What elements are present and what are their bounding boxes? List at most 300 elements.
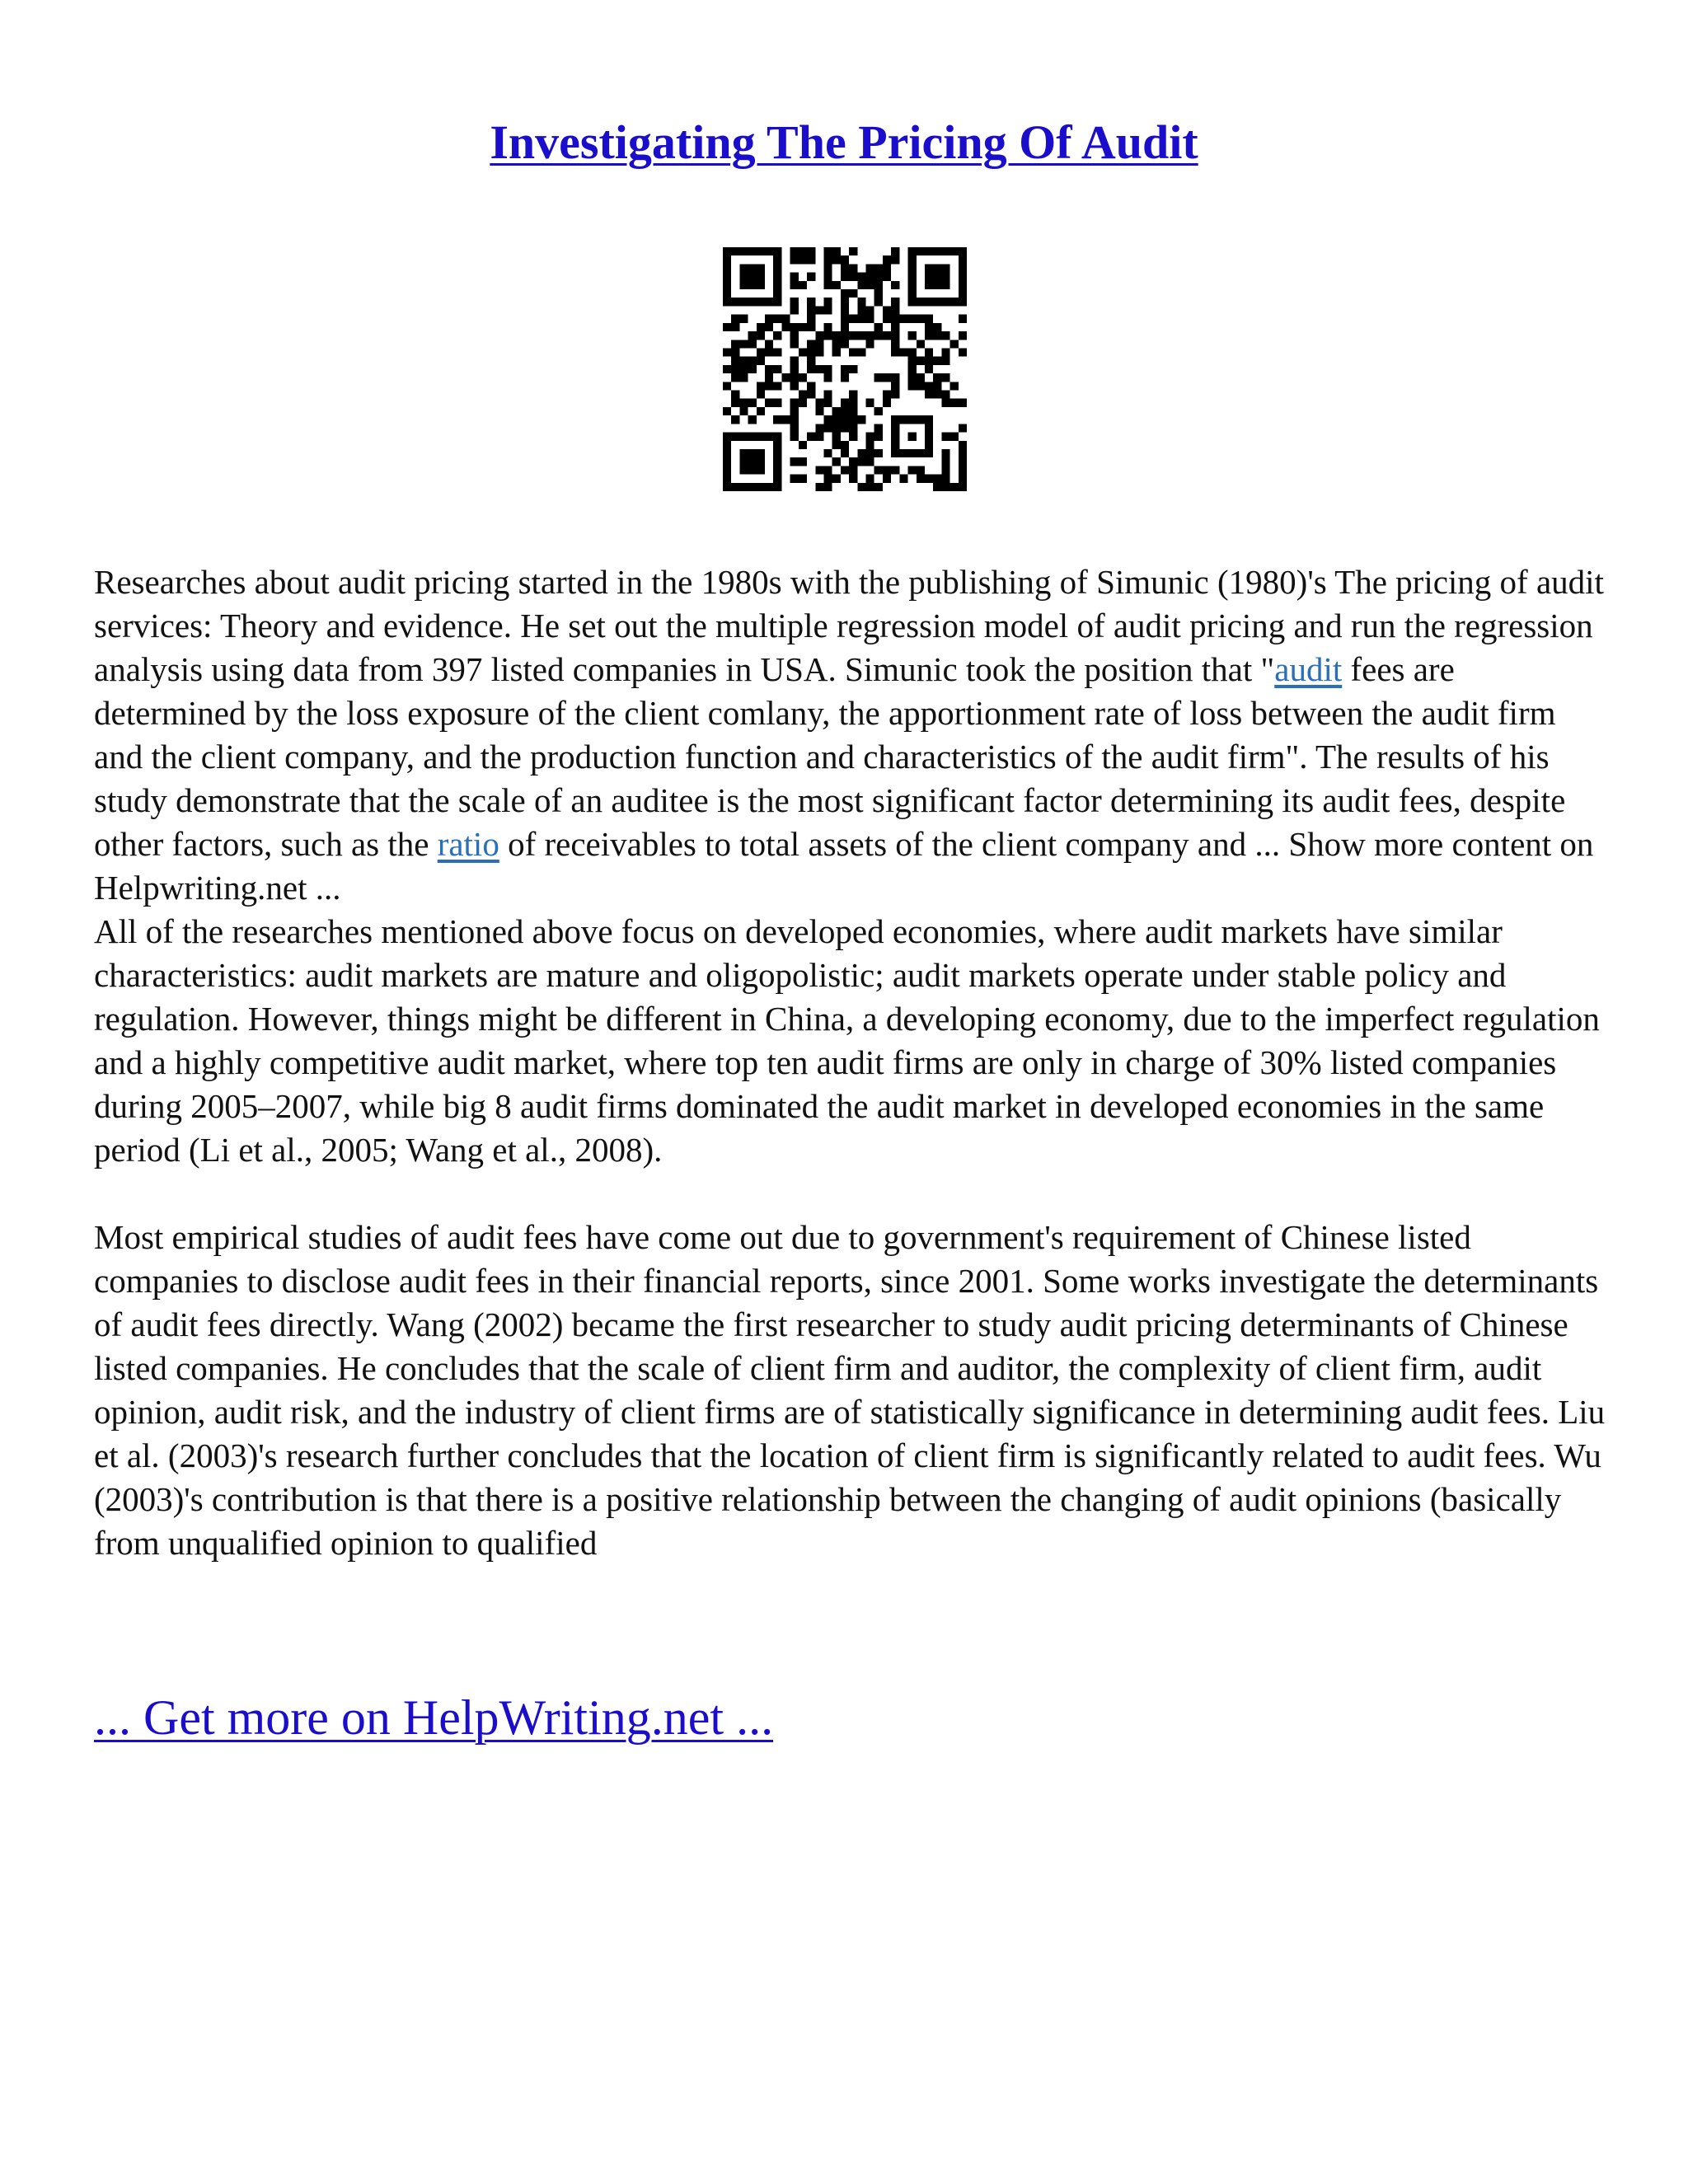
qr-module bbox=[807, 306, 815, 314]
qr-module bbox=[891, 255, 899, 264]
qr-module bbox=[823, 449, 832, 457]
qr-module bbox=[799, 441, 807, 449]
qr-module bbox=[757, 391, 765, 399]
qr-module bbox=[849, 315, 857, 323]
qr-module bbox=[883, 306, 891, 314]
qr-finder-bottom-left bbox=[723, 433, 781, 441]
qr-module bbox=[815, 340, 823, 348]
qr-module bbox=[823, 264, 832, 272]
qr-module bbox=[874, 449, 883, 457]
qr-module bbox=[790, 475, 799, 483]
qr-module bbox=[866, 331, 874, 340]
paragraph-1-text-a: Researches about audit pricing started in the 1980s with the publishing of Simunic (1980)'s The pricing of audit services: Theory and evidence. He set out the multiple regression model of audit pricing and run the regression analysis using data from 397 listed companies in USA. Simunic took the position that " bbox=[94, 563, 1604, 688]
qr-module bbox=[941, 391, 950, 399]
qr-module bbox=[883, 391, 891, 399]
qr-module bbox=[883, 273, 891, 281]
qr-module bbox=[739, 407, 748, 415]
qr-module bbox=[765, 373, 773, 382]
qr-module bbox=[823, 281, 832, 289]
qr-module bbox=[959, 331, 967, 340]
get-more-link[interactable]: ... Get more on HelpWriting.net ... bbox=[94, 1690, 774, 1745]
qr-module bbox=[723, 382, 731, 390]
qr-finder-top-left bbox=[739, 264, 765, 289]
qr-finder-bottom-left bbox=[723, 433, 731, 491]
qr-module bbox=[815, 306, 823, 314]
qr-module bbox=[841, 407, 849, 415]
qr-module bbox=[891, 331, 899, 340]
qr-module bbox=[823, 415, 832, 424]
qr-module bbox=[823, 323, 832, 331]
qr-module bbox=[790, 424, 799, 432]
qr-module bbox=[731, 415, 739, 424]
qr-module bbox=[959, 475, 967, 483]
qr-module bbox=[849, 466, 857, 474]
qr-module bbox=[757, 348, 765, 356]
get-more-link-container bbox=[94, 1688, 773, 1747]
qr-module bbox=[757, 407, 765, 415]
qr-module bbox=[739, 357, 748, 365]
qr-module bbox=[883, 373, 891, 382]
qr-module bbox=[849, 391, 857, 399]
qr-finder-top-left bbox=[723, 247, 781, 255]
qr-module bbox=[899, 315, 907, 323]
qr-module bbox=[807, 273, 815, 281]
qr-module bbox=[866, 433, 874, 441]
qr-module bbox=[731, 365, 739, 373]
qr-module bbox=[883, 315, 891, 323]
qr-module bbox=[866, 340, 874, 348]
qr-module bbox=[941, 483, 950, 491]
qr-module bbox=[748, 331, 757, 340]
qr-module bbox=[723, 407, 731, 415]
qr-module bbox=[883, 331, 891, 340]
qr-module bbox=[874, 373, 883, 382]
qr-module bbox=[790, 340, 799, 348]
qr-module bbox=[933, 475, 941, 483]
qr-module bbox=[748, 357, 757, 365]
qr-module bbox=[849, 424, 857, 432]
qr-module bbox=[933, 391, 941, 399]
qr-module bbox=[950, 483, 959, 491]
qr-module bbox=[823, 273, 832, 281]
qr-module bbox=[832, 424, 841, 432]
qr-module bbox=[765, 340, 773, 348]
qr-module bbox=[790, 457, 799, 466]
qr-module bbox=[790, 399, 799, 407]
qr-module bbox=[874, 466, 883, 474]
qr-module bbox=[908, 365, 917, 373]
qr-finder-top-left bbox=[723, 298, 781, 306]
qr-module bbox=[781, 373, 790, 382]
qr-module bbox=[841, 315, 849, 323]
qr-module bbox=[790, 373, 799, 382]
qr-module bbox=[908, 331, 917, 340]
qr-module bbox=[832, 457, 841, 466]
qr-module bbox=[823, 399, 832, 407]
qr-module bbox=[765, 315, 773, 323]
qr-module bbox=[765, 399, 773, 407]
qr-module bbox=[841, 306, 849, 314]
qr-module bbox=[917, 373, 925, 382]
qr-module bbox=[731, 323, 739, 331]
qr-module bbox=[815, 483, 823, 491]
qr-module bbox=[866, 281, 874, 289]
qr-module bbox=[891, 281, 899, 289]
qr-module bbox=[815, 424, 823, 432]
qr-module bbox=[748, 415, 757, 424]
qr-module bbox=[799, 247, 807, 255]
qr-module bbox=[815, 466, 823, 474]
qr-module bbox=[799, 323, 807, 331]
qr-module bbox=[823, 365, 832, 373]
qr-module bbox=[941, 373, 950, 382]
qr-module bbox=[959, 449, 967, 457]
qr-module bbox=[866, 483, 874, 491]
qr-module bbox=[883, 466, 891, 474]
qr-module bbox=[849, 399, 857, 407]
qr-module bbox=[933, 331, 941, 340]
qr-module bbox=[765, 382, 773, 390]
qr-module bbox=[874, 433, 883, 441]
qr-module bbox=[815, 331, 823, 340]
qr-module bbox=[799, 373, 807, 382]
qr-module bbox=[807, 340, 815, 348]
qr-module bbox=[941, 449, 950, 457]
qr-module bbox=[917, 475, 925, 483]
qr-module bbox=[799, 348, 807, 356]
qr-module bbox=[849, 433, 857, 441]
qr-module bbox=[841, 340, 849, 348]
qr-module bbox=[723, 365, 731, 373]
qr-finder-bottom-left bbox=[723, 483, 781, 491]
qr-module bbox=[841, 399, 849, 407]
qr-module bbox=[874, 323, 883, 331]
qr-module bbox=[933, 357, 941, 365]
qr-module bbox=[883, 475, 891, 483]
qr-module bbox=[891, 373, 899, 382]
paragraph-1 bbox=[94, 560, 1611, 910]
ratio-link[interactable]: ratio bbox=[437, 825, 499, 863]
qr-module bbox=[933, 382, 941, 390]
qr-module bbox=[917, 357, 925, 365]
qr-module bbox=[891, 247, 899, 255]
qr-module bbox=[866, 273, 874, 281]
qr-module bbox=[908, 315, 917, 323]
qr-module bbox=[941, 457, 950, 466]
qr-module bbox=[883, 255, 891, 264]
qr-module bbox=[790, 331, 799, 340]
qr-finder-top-left bbox=[773, 247, 781, 306]
qr-module bbox=[925, 348, 933, 356]
qr-module bbox=[891, 391, 899, 399]
qr-module bbox=[891, 315, 899, 323]
qr-module bbox=[917, 315, 925, 323]
qr-module bbox=[849, 365, 857, 373]
qr-module bbox=[815, 399, 823, 407]
qr-module bbox=[832, 415, 841, 424]
qr-module bbox=[823, 255, 832, 264]
qr-module bbox=[866, 306, 874, 314]
qr-module bbox=[807, 247, 815, 255]
qr-module bbox=[823, 424, 832, 432]
qr-module bbox=[841, 255, 849, 264]
qr-module bbox=[807, 357, 815, 365]
qr-module bbox=[807, 348, 815, 356]
qr-module bbox=[765, 365, 773, 373]
qr-module bbox=[933, 373, 941, 382]
page-title bbox=[0, 114, 1688, 171]
paragraph-1-text-b: fees are determined by the loss exposure of the client comlany, the apportionment rate of loss between the audit firm and the client company, and the production function and characteristics of the audit firm". The results of his study demonstrate that the scale of an auditee is the most significant factor determining its audit fees, despite other factors, such as the bbox=[94, 650, 1566, 863]
qr-module bbox=[832, 441, 841, 449]
qr-module bbox=[908, 373, 917, 382]
qr-module bbox=[807, 382, 815, 390]
qr-module bbox=[832, 281, 841, 289]
qr-module bbox=[790, 365, 799, 373]
qr-module bbox=[959, 441, 967, 449]
qr-module bbox=[874, 281, 883, 289]
qr-finder-top-left bbox=[723, 247, 731, 306]
qr-module bbox=[807, 323, 815, 331]
qr-module bbox=[866, 264, 874, 272]
qr-finder-bottom-left bbox=[739, 449, 765, 475]
qr-module bbox=[823, 306, 832, 314]
qr-module bbox=[849, 348, 857, 356]
qr-module bbox=[807, 255, 815, 264]
qr-module bbox=[941, 399, 950, 407]
qr-module bbox=[857, 315, 865, 323]
qr-module bbox=[807, 391, 815, 399]
qr-module bbox=[815, 365, 823, 373]
qr-module bbox=[799, 457, 807, 466]
qr-module bbox=[832, 247, 841, 255]
qr-finder-top-right bbox=[908, 247, 967, 255]
qr-module bbox=[823, 466, 832, 474]
qr-module bbox=[891, 348, 899, 356]
qr-module bbox=[841, 264, 849, 272]
qr-module bbox=[799, 281, 807, 289]
qr-module bbox=[908, 357, 917, 365]
qr-module bbox=[799, 399, 807, 407]
qr-module bbox=[857, 457, 865, 466]
paragraph-1-text-c: of receivables to total assets of the client company and ... Show more content on Helpwriting.net ... bbox=[94, 825, 1594, 907]
qr-module bbox=[790, 433, 799, 441]
qr-module bbox=[874, 407, 883, 415]
qr-module bbox=[723, 348, 731, 356]
qr-module bbox=[925, 365, 933, 373]
qr-module bbox=[841, 466, 849, 474]
qr-module bbox=[739, 365, 748, 373]
qr-module bbox=[748, 340, 757, 348]
qr-module bbox=[757, 331, 765, 340]
qr-module bbox=[823, 391, 832, 399]
qr-module bbox=[823, 483, 832, 491]
qr-module bbox=[899, 348, 907, 356]
qr-module bbox=[925, 391, 933, 399]
qr-module bbox=[765, 323, 773, 331]
qr-module bbox=[841, 331, 849, 340]
qr-module bbox=[815, 433, 823, 441]
qr-module bbox=[866, 457, 874, 466]
qr-module bbox=[950, 340, 959, 348]
qr-module bbox=[959, 315, 967, 323]
qr-module bbox=[723, 323, 731, 331]
qr-module bbox=[849, 475, 857, 483]
qr-module bbox=[739, 373, 748, 382]
qr-finder-top-right bbox=[908, 298, 967, 306]
qr-module bbox=[866, 441, 874, 449]
audit-link[interactable]: audit bbox=[1274, 650, 1343, 688]
qr-module bbox=[857, 331, 865, 340]
qr-module bbox=[857, 348, 865, 356]
qr-module bbox=[899, 475, 907, 483]
qr-module bbox=[891, 466, 899, 474]
qr-module bbox=[731, 340, 739, 348]
qr-module bbox=[950, 382, 959, 390]
qr-module bbox=[841, 289, 849, 298]
qr-module bbox=[841, 365, 849, 373]
qr-module bbox=[841, 373, 849, 382]
qr-module bbox=[883, 399, 891, 407]
qr-module bbox=[781, 415, 790, 424]
qr-module bbox=[925, 331, 933, 340]
qr-module bbox=[841, 449, 849, 457]
qr-module bbox=[849, 289, 857, 298]
qr-module bbox=[790, 382, 799, 390]
qr-module bbox=[841, 424, 849, 432]
qr-module bbox=[849, 331, 857, 340]
qr-module bbox=[925, 357, 933, 365]
qr-module bbox=[757, 357, 765, 365]
qr-module bbox=[941, 348, 950, 356]
qr-module bbox=[883, 264, 891, 272]
paragraph-2: All of the researches mentioned above focus on developed economies, where audit markets have similar characteristics: audit markets are mature and oligopolistic; audit markets operate under stable policy and regulation. However, things might be different in China, a developing economy, due to the imperfect regulation and a highly competitive audit market, where top ten audit firms are only in charge of 30% listed companies during 2005–2007, while big 8 audit firms dominated the audit market in developed economies in the same period (Li et al., 2005; Wang et al., 2008). bbox=[94, 912, 1600, 1169]
qr-module bbox=[891, 323, 899, 331]
qr-module bbox=[731, 315, 739, 323]
qr-code-icon bbox=[723, 247, 967, 491]
title-link[interactable]: Investigating The Pricing Of Audit bbox=[490, 115, 1198, 169]
qr-module bbox=[731, 348, 739, 356]
qr-module bbox=[731, 399, 739, 407]
qr-module bbox=[790, 306, 799, 314]
qr-module bbox=[731, 373, 739, 382]
qr-module bbox=[908, 382, 917, 390]
qr-module bbox=[799, 475, 807, 483]
qr-module bbox=[959, 466, 967, 474]
qr-module bbox=[807, 365, 815, 373]
qr-module bbox=[959, 483, 967, 491]
qr-module bbox=[807, 433, 815, 441]
qr-module bbox=[874, 331, 883, 340]
qr-module bbox=[917, 382, 925, 390]
qr-module bbox=[857, 449, 865, 457]
qr-module bbox=[739, 315, 748, 323]
qr-module bbox=[815, 407, 823, 415]
qr-module bbox=[832, 255, 841, 264]
qr-module bbox=[866, 449, 874, 457]
qr-module bbox=[849, 415, 857, 424]
qr-module bbox=[841, 273, 849, 281]
qr-module bbox=[823, 331, 832, 340]
qr-module bbox=[849, 273, 857, 281]
qr-module bbox=[841, 441, 849, 449]
qr-module bbox=[950, 433, 959, 441]
qr-module bbox=[765, 348, 773, 356]
qr-module bbox=[941, 357, 950, 365]
qr-module bbox=[857, 483, 865, 491]
qr-module bbox=[925, 315, 933, 323]
paragraph-3: Most empirical studies of audit fees have come out due to government's requirement of Chinese listed companies to disclose audit fees in their financial reports, since 2001. Some works investigate the determinants of audit fees directly. Wang (2002) became the first researcher to study audit pricing determinants of Chinese listed companies. He concludes that the scale of client firm and auditor, the complexity of client firm, audit opinion, audit risk, and the industry of client firms are of statistically significance in determining audit fees. Liu et al. (2003)'s research further concludes that the location of client firm is significantly related to audit fees. Wu (2003)'s contribution is that there is a positive relationship between the changing of audit opinions (basically from unqualified opinion to qualified bbox=[94, 1218, 1606, 1562]
qr-module bbox=[790, 407, 799, 415]
qr-finder-top-right bbox=[908, 247, 917, 306]
qr-module bbox=[933, 483, 941, 491]
qr-module bbox=[790, 357, 799, 365]
qr-module bbox=[874, 483, 883, 491]
qr-module bbox=[849, 264, 857, 272]
qr-module bbox=[790, 281, 799, 289]
qr-module bbox=[790, 415, 799, 424]
qr-module bbox=[790, 273, 799, 281]
qr-module bbox=[832, 475, 841, 483]
qr-module bbox=[739, 399, 748, 407]
qr-module bbox=[941, 475, 950, 483]
qr-module bbox=[731, 357, 739, 365]
qr-finder-bottom-left bbox=[773, 433, 781, 491]
qr-module bbox=[857, 306, 865, 314]
qr-module bbox=[790, 247, 799, 255]
qr-module bbox=[874, 424, 883, 432]
qr-module bbox=[832, 348, 841, 356]
qr-module bbox=[908, 466, 917, 474]
qr-module bbox=[941, 466, 950, 474]
qr-module bbox=[757, 323, 765, 331]
article-body bbox=[94, 560, 1611, 1565]
qr-module bbox=[857, 415, 865, 424]
qr-module bbox=[832, 407, 841, 415]
qr-finder-top-right bbox=[925, 264, 950, 289]
qr-module bbox=[866, 399, 874, 407]
qr-module bbox=[874, 289, 883, 298]
qr-module bbox=[815, 348, 823, 356]
qr-module bbox=[866, 475, 874, 483]
qr-module bbox=[781, 323, 790, 331]
qr-module bbox=[781, 315, 790, 323]
qr-module bbox=[891, 382, 899, 390]
qr-module bbox=[832, 340, 841, 348]
qr-module bbox=[849, 457, 857, 466]
qr-module bbox=[866, 315, 874, 323]
qr-module bbox=[917, 340, 925, 348]
qr-module bbox=[823, 247, 832, 255]
qr-module bbox=[891, 306, 899, 314]
qr-module bbox=[841, 323, 849, 331]
qr-module bbox=[739, 340, 748, 348]
qr-module bbox=[731, 391, 739, 399]
qr-module bbox=[959, 424, 967, 432]
qr-module bbox=[925, 475, 933, 483]
qr-module bbox=[941, 331, 950, 340]
qr-module bbox=[841, 415, 849, 424]
qr-module bbox=[790, 323, 799, 331]
qr-module bbox=[832, 433, 841, 441]
qr-module bbox=[933, 323, 941, 331]
qr-module bbox=[950, 399, 959, 407]
qr-module bbox=[917, 466, 925, 474]
qr-finder-top-right bbox=[959, 247, 967, 306]
qr-module bbox=[908, 348, 917, 356]
qr-module bbox=[849, 247, 857, 255]
qr-module bbox=[748, 399, 757, 407]
qr-module bbox=[857, 281, 865, 289]
